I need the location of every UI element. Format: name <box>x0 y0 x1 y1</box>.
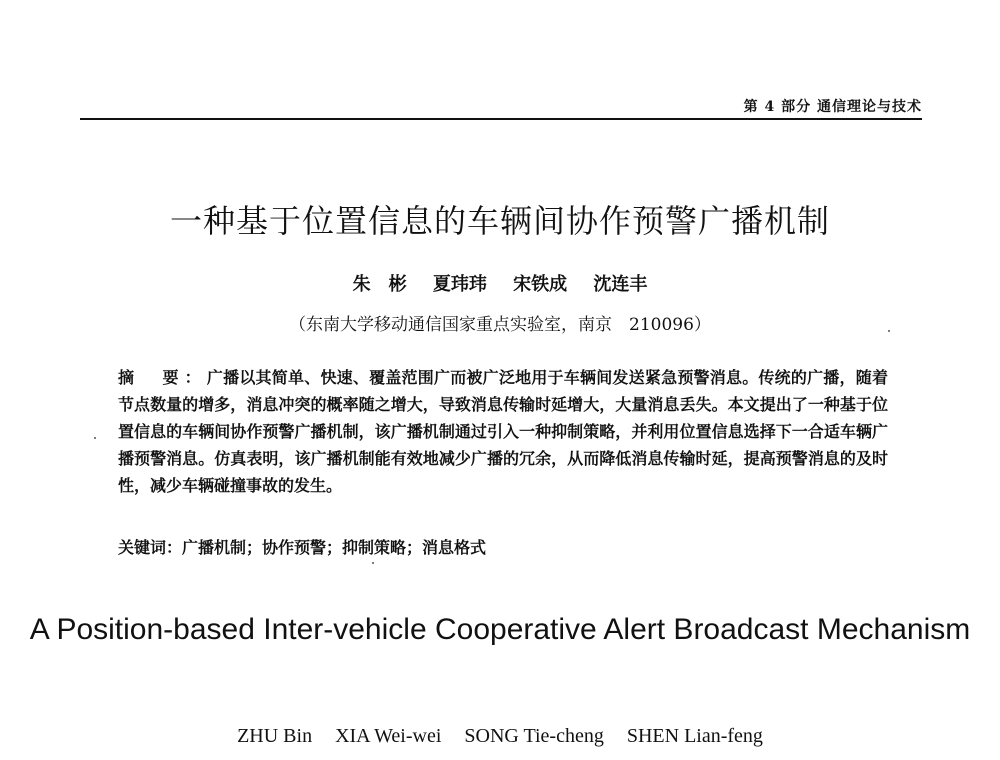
author-cn-4: 沈连丰 <box>593 274 648 295</box>
scan-speck <box>94 437 96 439</box>
author-en-3: SONG Tie-cheng <box>464 725 604 747</box>
author-cn-1: 朱 彬 <box>352 274 407 295</box>
abstract-label: 摘 要： <box>118 368 207 387</box>
chinese-affiliation: （东南大学移动通信国家重点实验室，南京 210096） <box>289 315 711 335</box>
chinese-authors <box>0 270 1000 296</box>
keywords-label: 关键词： <box>118 538 183 557</box>
chinese-title: 一种基于位置信息的车辆间协作预警广播机制 <box>169 202 830 240</box>
english-authors <box>0 725 1000 748</box>
keywords-cn <box>118 535 888 558</box>
keywords-text: 广播机制；协作预警；抑制策略；消息格式 <box>182 538 487 557</box>
author-en-4: SHEN Lian-feng <box>626 725 763 747</box>
abstract-cn <box>118 364 888 499</box>
english-title: A Position-based Inter-vehicle Cooperative Alert Broadcast Mechanism <box>29 613 971 646</box>
author-cn-2: 夏玮玮 <box>432 274 487 295</box>
author-en-1: ZHU Bin <box>237 725 313 747</box>
scan-speck <box>372 562 374 564</box>
scan-speck <box>888 330 890 332</box>
header-rule <box>80 118 922 120</box>
author-en-2: XIA Wei-wei <box>335 725 442 747</box>
author-cn-3: 宋铁成 <box>513 274 568 295</box>
abstract-text: 广播以其简单、快速、覆盖范围广而被广泛地用于车辆间发送紧急预警消息。传统的广播，随着节点数量的增多，消息冲突的概率随之增大，导致消息传输时延增大，大量消息丢失。本文提出了一种基于位置信息的车辆间协作预警广播机制，该广播机制通过引入一种抑制策略，并利用位置信息选择下一合适车辆广播预警消息。仿真表明，该广播机制能有效地减少广播的冗余，从而降低消息传输时延，提高预警消息的及时性，减少车辆碰撞事故的发生。 <box>118 368 888 495</box>
running-header: 第 4 部分 通信理论与技术 <box>743 99 922 115</box>
